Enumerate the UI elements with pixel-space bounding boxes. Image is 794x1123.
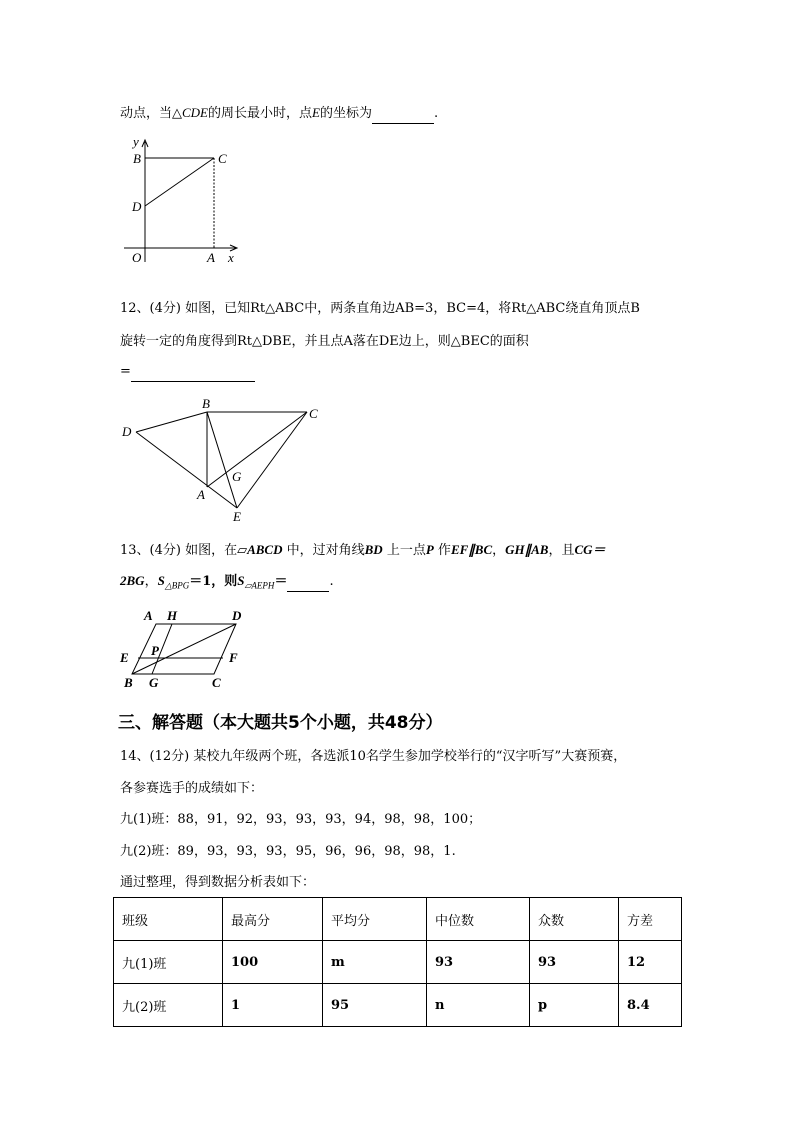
q13-line1: 13、(4分) 如图，在▱ABCD 中，过对角线BD 上一点P 作EF∥BC，GH∥AB，且CG＝: [120, 542, 606, 558]
q13-line2: 2BG，$S_{\triangle BPG}=1$，则$S_{▱AEPH}=$ .: [120, 573, 334, 591]
segment-db: [136, 412, 207, 432]
table-cell: 8.4: [619, 984, 682, 1027]
segment-be: [207, 412, 237, 508]
table-cell: 12: [619, 941, 682, 984]
label-x: x: [228, 250, 234, 265]
table-cell: 93: [530, 941, 619, 984]
figure-q12-triangles: [118, 396, 328, 526]
table-cell: 1: [223, 984, 323, 1027]
table-header-cell: 最高分: [223, 898, 323, 941]
table-header-row: [114, 898, 682, 941]
label-b: B: [133, 151, 141, 166]
label-c: C: [218, 151, 227, 166]
label-b: B: [124, 675, 133, 690]
table-header-cell: 平均分: [323, 898, 427, 941]
figure-q11-coordinate: [118, 134, 248, 268]
label-o: O: [132, 250, 142, 265]
label-c: C: [212, 675, 221, 690]
var-cde: CDE: [182, 105, 208, 120]
q12-line2: 旋转一定的角度得到Rt△DBE，并且点A落在DE边上，则△BEC的面积: [120, 334, 529, 349]
label-b: B: [202, 396, 210, 411]
label-h: H: [167, 608, 178, 623]
label-e: E: [233, 509, 241, 524]
label-p: P: [151, 643, 159, 658]
table-cell: n: [427, 984, 530, 1027]
q12-line1: 12、(4分) 如图，已知Rt△ABC中，两条直角边AB=3，BC=4，将Rt△ABC绕直角顶点B: [120, 301, 640, 316]
label-a: A: [144, 608, 153, 623]
table-row: [114, 984, 682, 1027]
diagonal-bd: [132, 624, 236, 674]
table-cell: m: [323, 941, 427, 984]
q14-line2: 各参赛选手的成绩如下：: [120, 781, 264, 796]
segment-ec: [237, 412, 307, 508]
q14-line1: 14、(12分) 某校九年级两个班，各选派10名学生参加学校举行的“汉字听写”大赛预赛，: [120, 749, 627, 764]
answer-blank-11[interactable]: [372, 105, 434, 124]
label-g: G: [232, 469, 242, 484]
table-header-cell: 众数: [530, 898, 619, 941]
score-analysis-table: [113, 897, 682, 1027]
label-a: A: [207, 250, 215, 265]
table-cell: 九(2)班: [114, 984, 223, 1027]
label-f: F: [229, 650, 238, 665]
segment-ac: [207, 412, 307, 487]
label-d: D: [232, 608, 242, 623]
answer-blank-12[interactable]: [131, 363, 255, 382]
table-row: [114, 941, 682, 984]
table-cell: p: [530, 984, 619, 1027]
table-header-cell: 中位数: [427, 898, 530, 941]
label-d: D: [132, 199, 142, 214]
q14-line5: 通过整理，得到数据分析表如下：: [120, 875, 316, 890]
var-e: E: [312, 105, 320, 120]
answer-blank-13[interactable]: [287, 573, 329, 592]
label-c: C: [309, 406, 318, 421]
label-e: E: [120, 650, 129, 665]
table-header-cell: 班级: [114, 898, 223, 941]
section-heading: 三、解答题（本大题共5个小题，共48分）: [118, 713, 443, 733]
q14-class1-scores: 九(1)班：88，91，92，93，93，93，94，98，98，100；: [120, 812, 482, 827]
q14-class2-scores: 九(2)班：89，93，93，93，95，96，96，98，98，1.: [120, 844, 456, 859]
segment-dc: [145, 158, 214, 206]
label-a: A: [197, 487, 205, 502]
table-cell: 93: [427, 941, 530, 984]
table-cell: 100: [223, 941, 323, 984]
label-g: G: [149, 675, 159, 690]
q12-line3: =: [120, 363, 255, 382]
table-cell: 95: [323, 984, 427, 1027]
label-d: D: [122, 424, 132, 439]
figure-q13-parallelogram: [116, 606, 252, 692]
q11-text: 动点，当△CDE的周长最小时，点E的坐标为 .: [120, 104, 438, 124]
table-header-cell: 方差: [619, 898, 682, 941]
segment-de: [136, 432, 237, 508]
label-y: y: [133, 134, 139, 149]
table-cell: 九(1)班: [114, 941, 223, 984]
